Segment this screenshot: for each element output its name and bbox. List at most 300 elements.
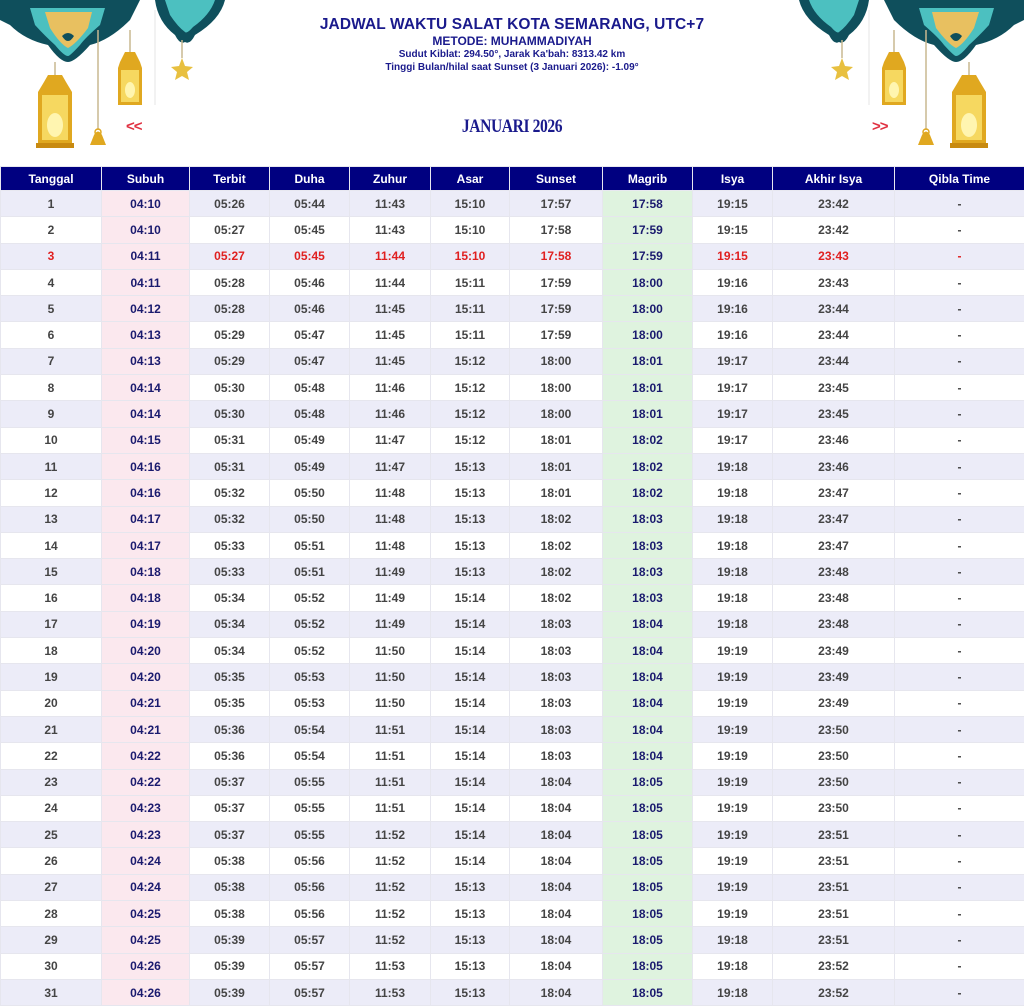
cell-zuhur: 11:49: [350, 611, 431, 637]
cell-duha: 05:52: [270, 611, 350, 637]
cell-subuh: 04:20: [102, 664, 190, 690]
cell-magrib: 18:03: [603, 585, 693, 611]
table-row: [1, 296, 1024, 322]
cell-akhir-isya: 23:47: [773, 532, 895, 558]
cell-isya: 19:19: [693, 901, 773, 927]
cell-tanggal: 1: [1, 191, 102, 217]
cell-akhir-isya: 23:51: [773, 848, 895, 874]
cell-qibla-time: -: [895, 769, 1024, 795]
cell-qibla-time: -: [895, 296, 1024, 322]
table-row: [1, 191, 1024, 217]
cell-asar: 15:14: [431, 716, 510, 742]
cell-isya: 19:18: [693, 953, 773, 979]
cell-subuh: 04:18: [102, 559, 190, 585]
cell-sunset: 18:00: [510, 401, 603, 427]
cell-isya: 19:19: [693, 743, 773, 769]
cell-akhir-isya: 23:44: [773, 348, 895, 374]
cell-subuh: 04:14: [102, 401, 190, 427]
cell-tanggal: 6: [1, 322, 102, 348]
cell-terbit: 05:35: [190, 664, 270, 690]
cell-magrib: 17:59: [603, 217, 693, 243]
cell-duha: 05:53: [270, 664, 350, 690]
table-row: [1, 532, 1024, 558]
cell-subuh: 04:24: [102, 848, 190, 874]
cell-magrib: 18:02: [603, 480, 693, 506]
cell-asar: 15:13: [431, 979, 510, 1005]
qibla-info: Sudut Kiblat: 294.50°, Jarak Ka'bah: 8313.42 km: [398, 49, 626, 60]
cell-subuh: 04:22: [102, 743, 190, 769]
cell-duha: 05:49: [270, 427, 350, 453]
cell-isya: 19:16: [693, 296, 773, 322]
cell-sunset: 18:04: [510, 953, 603, 979]
table-row: [1, 427, 1024, 453]
cell-zuhur: 11:45: [350, 296, 431, 322]
cell-tanggal: 27: [1, 874, 102, 900]
cell-asar: 15:14: [431, 795, 510, 821]
cell-zuhur: 11:51: [350, 769, 431, 795]
cell-asar: 15:12: [431, 375, 510, 401]
method-label: METODE: MUHAMMADIYAH: [432, 34, 592, 48]
cell-tanggal: 7: [1, 348, 102, 374]
cell-magrib: 18:04: [603, 690, 693, 716]
cell-subuh: 04:17: [102, 532, 190, 558]
cell-subuh: 04:13: [102, 348, 190, 374]
col-header-duha: Duha: [270, 167, 350, 191]
cell-isya: 19:19: [693, 769, 773, 795]
cell-tanggal: 5: [1, 296, 102, 322]
cell-sunset: 18:04: [510, 848, 603, 874]
cell-tanggal: 12: [1, 480, 102, 506]
cell-duha: 05:52: [270, 585, 350, 611]
cell-akhir-isya: 23:48: [773, 611, 895, 637]
cell-akhir-isya: 23:46: [773, 427, 895, 453]
cell-zuhur: 11:45: [350, 348, 431, 374]
cell-asar: 15:14: [431, 822, 510, 848]
cell-akhir-isya: 23:51: [773, 927, 895, 953]
cell-asar: 15:14: [431, 585, 510, 611]
next-month-button[interactable]: >>: [872, 118, 888, 135]
cell-terbit: 05:33: [190, 559, 270, 585]
table-row: [1, 375, 1024, 401]
cell-subuh: 04:19: [102, 611, 190, 637]
cell-zuhur: 11:46: [350, 401, 431, 427]
cell-asar: 15:10: [431, 191, 510, 217]
cell-isya: 19:17: [693, 427, 773, 453]
cell-terbit: 05:37: [190, 822, 270, 848]
cell-sunset: 18:04: [510, 979, 603, 1005]
cell-subuh: 04:25: [102, 927, 190, 953]
cell-tanggal: 19: [1, 664, 102, 690]
cell-asar: 15:14: [431, 664, 510, 690]
cell-terbit: 05:28: [190, 296, 270, 322]
cell-qibla-time: -: [895, 506, 1024, 532]
cell-magrib: 17:58: [603, 191, 693, 217]
hilal-info: Tinggi Bulan/hilal saat Sunset (3 Januari 2026): -1.09°: [385, 62, 639, 73]
cell-sunset: 18:04: [510, 927, 603, 953]
cell-tanggal: 18: [1, 638, 102, 664]
cell-akhir-isya: 23:48: [773, 559, 895, 585]
cell-subuh: 04:24: [102, 874, 190, 900]
cell-terbit: 05:38: [190, 901, 270, 927]
cell-asar: 15:12: [431, 401, 510, 427]
page-title: JADWAL WAKTU SALAT KOTA SEMARANG, UTC+7: [319, 16, 705, 33]
cell-terbit: 05:33: [190, 532, 270, 558]
cell-isya: 19:17: [693, 375, 773, 401]
cell-akhir-isya: 23:51: [773, 901, 895, 927]
cell-zuhur: 11:47: [350, 427, 431, 453]
cell-magrib: 18:03: [603, 532, 693, 558]
cell-magrib: 18:00: [603, 322, 693, 348]
cell-duha: 05:48: [270, 401, 350, 427]
cell-zuhur: 11:48: [350, 480, 431, 506]
table-row: [1, 269, 1024, 295]
cell-subuh: 04:26: [102, 979, 190, 1005]
cell-asar: 15:13: [431, 927, 510, 953]
cell-sunset: 18:03: [510, 638, 603, 664]
cell-isya: 19:15: [693, 243, 773, 269]
cell-zuhur: 11:53: [350, 953, 431, 979]
cell-duha: 05:56: [270, 901, 350, 927]
cell-subuh: 04:26: [102, 953, 190, 979]
cell-qibla-time: -: [895, 480, 1024, 506]
cell-isya: 19:19: [693, 638, 773, 664]
cell-terbit: 05:32: [190, 480, 270, 506]
cell-sunset: 18:03: [510, 743, 603, 769]
cell-sunset: 17:59: [510, 322, 603, 348]
cell-tanggal: 22: [1, 743, 102, 769]
cell-sunset: 17:58: [510, 217, 603, 243]
cell-magrib: 18:04: [603, 743, 693, 769]
cell-sunset: 17:59: [510, 296, 603, 322]
cell-zuhur: 11:50: [350, 690, 431, 716]
cell-sunset: 18:02: [510, 532, 603, 558]
cell-terbit: 05:34: [190, 611, 270, 637]
cell-magrib: 18:02: [603, 453, 693, 479]
cell-qibla-time: -: [895, 532, 1024, 558]
cell-akhir-isya: 23:50: [773, 795, 895, 821]
table-row: [1, 690, 1024, 716]
cell-qibla-time: -: [895, 901, 1024, 927]
cell-zuhur: 11:48: [350, 506, 431, 532]
table-row: [1, 743, 1024, 769]
table-header-row: [1, 167, 1024, 191]
table-row: [1, 453, 1024, 479]
cell-subuh: 04:23: [102, 795, 190, 821]
cell-duha: 05:55: [270, 795, 350, 821]
cell-terbit: 05:39: [190, 927, 270, 953]
table-row: [1, 217, 1024, 243]
table-row: [1, 480, 1024, 506]
cell-magrib: 18:04: [603, 664, 693, 690]
cell-isya: 19:19: [693, 690, 773, 716]
cell-tanggal: 2: [1, 217, 102, 243]
col-header-sunset: Sunset: [510, 167, 603, 191]
cell-qibla-time: -: [895, 743, 1024, 769]
cell-magrib: 18:04: [603, 611, 693, 637]
cell-qibla-time: -: [895, 874, 1024, 900]
cell-subuh: 04:23: [102, 822, 190, 848]
cell-akhir-isya: 23:50: [773, 769, 895, 795]
cell-terbit: 05:31: [190, 427, 270, 453]
cell-magrib: 18:05: [603, 795, 693, 821]
cell-sunset: 18:04: [510, 769, 603, 795]
title-block: [0, 16, 1024, 74]
page-header: [0, 0, 1024, 165]
cell-akhir-isya: 23:45: [773, 375, 895, 401]
cell-asar: 15:10: [431, 217, 510, 243]
cell-subuh: 04:21: [102, 716, 190, 742]
cell-subuh: 04:13: [102, 322, 190, 348]
cell-tanggal: 16: [1, 585, 102, 611]
cell-terbit: 05:34: [190, 585, 270, 611]
cell-terbit: 05:36: [190, 716, 270, 742]
cell-magrib: 18:02: [603, 427, 693, 453]
cell-zuhur: 11:52: [350, 822, 431, 848]
cell-magrib: 17:59: [603, 243, 693, 269]
cell-tanggal: 25: [1, 822, 102, 848]
cell-terbit: 05:34: [190, 638, 270, 664]
col-header-subuh: Subuh: [102, 167, 190, 191]
cell-subuh: 04:15: [102, 427, 190, 453]
cell-sunset: 18:00: [510, 375, 603, 401]
cell-asar: 15:13: [431, 506, 510, 532]
cell-zuhur: 11:52: [350, 927, 431, 953]
cell-qibla-time: -: [895, 795, 1024, 821]
month-title: JANUARI 2026: [461, 116, 563, 137]
cell-duha: 05:56: [270, 874, 350, 900]
cell-asar: 15:13: [431, 453, 510, 479]
prev-month-button[interactable]: <<: [126, 118, 142, 135]
cell-tanggal: 8: [1, 375, 102, 401]
cell-duha: 05:45: [270, 243, 350, 269]
cell-zuhur: 11:52: [350, 848, 431, 874]
cell-terbit: 05:30: [190, 375, 270, 401]
cell-subuh: 04:11: [102, 269, 190, 295]
prayer-times-table: [0, 166, 1024, 1006]
cell-magrib: 18:01: [603, 348, 693, 374]
cell-qibla-time: -: [895, 401, 1024, 427]
table-row: [1, 927, 1024, 953]
table-row: [1, 506, 1024, 532]
cell-akhir-isya: 23:52: [773, 953, 895, 979]
cell-akhir-isya: 23:43: [773, 269, 895, 295]
cell-zuhur: 11:51: [350, 743, 431, 769]
cell-terbit: 05:30: [190, 401, 270, 427]
cell-terbit: 05:35: [190, 690, 270, 716]
cell-zuhur: 11:50: [350, 664, 431, 690]
cell-akhir-isya: 23:43: [773, 243, 895, 269]
cell-isya: 19:18: [693, 611, 773, 637]
cell-subuh: 04:21: [102, 690, 190, 716]
col-header-magrib: Magrib: [603, 167, 693, 191]
cell-sunset: 18:03: [510, 716, 603, 742]
table-row: [1, 716, 1024, 742]
cell-zuhur: 11:52: [350, 901, 431, 927]
cell-sunset: 17:58: [510, 243, 603, 269]
cell-zuhur: 11:45: [350, 322, 431, 348]
cell-tanggal: 14: [1, 532, 102, 558]
cell-isya: 19:17: [693, 348, 773, 374]
cell-duha: 05:53: [270, 690, 350, 716]
cell-terbit: 05:37: [190, 769, 270, 795]
cell-akhir-isya: 23:49: [773, 664, 895, 690]
cell-akhir-isya: 23:44: [773, 296, 895, 322]
cell-asar: 15:13: [431, 874, 510, 900]
cell-subuh: 04:14: [102, 375, 190, 401]
cell-tanggal: 3: [1, 243, 102, 269]
cell-duha: 05:48: [270, 375, 350, 401]
cell-subuh: 04:25: [102, 901, 190, 927]
cell-magrib: 18:05: [603, 874, 693, 900]
cell-subuh: 04:20: [102, 638, 190, 664]
col-header-asar: Asar: [431, 167, 510, 191]
cell-sunset: 18:01: [510, 427, 603, 453]
cell-terbit: 05:39: [190, 953, 270, 979]
cell-asar: 15:13: [431, 532, 510, 558]
cell-akhir-isya: 23:46: [773, 453, 895, 479]
col-header-qibla-time: Qibla Time: [895, 167, 1024, 191]
cell-terbit: 05:28: [190, 269, 270, 295]
cell-zuhur: 11:44: [350, 269, 431, 295]
cell-isya: 19:19: [693, 822, 773, 848]
cell-duha: 05:57: [270, 927, 350, 953]
cell-isya: 19:15: [693, 191, 773, 217]
cell-isya: 19:19: [693, 848, 773, 874]
cell-tanggal: 9: [1, 401, 102, 427]
cell-asar: 15:13: [431, 953, 510, 979]
cell-duha: 05:57: [270, 979, 350, 1005]
table-row: [1, 401, 1024, 427]
cell-qibla-time: -: [895, 979, 1024, 1005]
cell-zuhur: 11:43: [350, 217, 431, 243]
cell-duha: 05:54: [270, 716, 350, 742]
cell-akhir-isya: 23:45: [773, 401, 895, 427]
cell-terbit: 05:38: [190, 874, 270, 900]
cell-akhir-isya: 23:51: [773, 822, 895, 848]
cell-subuh: 04:10: [102, 217, 190, 243]
cell-asar: 15:12: [431, 427, 510, 453]
cell-tanggal: 29: [1, 927, 102, 953]
cell-sunset: 18:03: [510, 611, 603, 637]
table-row: [1, 348, 1024, 374]
cell-zuhur: 11:51: [350, 716, 431, 742]
cell-akhir-isya: 23:42: [773, 217, 895, 243]
cell-akhir-isya: 23:49: [773, 690, 895, 716]
cell-asar: 15:13: [431, 901, 510, 927]
cell-isya: 19:19: [693, 874, 773, 900]
cell-duha: 05:51: [270, 532, 350, 558]
cell-magrib: 18:01: [603, 401, 693, 427]
cell-isya: 19:18: [693, 585, 773, 611]
cell-subuh: 04:11: [102, 243, 190, 269]
cell-qibla-time: -: [895, 559, 1024, 585]
cell-qibla-time: -: [895, 269, 1024, 295]
cell-duha: 05:55: [270, 822, 350, 848]
cell-qibla-time: -: [895, 716, 1024, 742]
cell-sunset: 18:04: [510, 795, 603, 821]
cell-sunset: 18:03: [510, 690, 603, 716]
cell-akhir-isya: 23:52: [773, 979, 895, 1005]
cell-isya: 19:18: [693, 927, 773, 953]
cell-isya: 19:17: [693, 401, 773, 427]
cell-magrib: 18:03: [603, 506, 693, 532]
cell-qibla-time: -: [895, 611, 1024, 637]
cell-zuhur: 11:50: [350, 638, 431, 664]
cell-qibla-time: -: [895, 322, 1024, 348]
cell-tanggal: 17: [1, 611, 102, 637]
table-row: [1, 585, 1024, 611]
cell-duha: 05:55: [270, 769, 350, 795]
cell-isya: 19:19: [693, 716, 773, 742]
cell-subuh: 04:22: [102, 769, 190, 795]
table-row: [1, 322, 1024, 348]
cell-isya: 19:16: [693, 322, 773, 348]
cell-magrib: 18:04: [603, 638, 693, 664]
cell-asar: 15:14: [431, 769, 510, 795]
cell-akhir-isya: 23:42: [773, 191, 895, 217]
cell-zuhur: 11:46: [350, 375, 431, 401]
cell-subuh: 04:18: [102, 585, 190, 611]
cell-magrib: 18:05: [603, 953, 693, 979]
cell-duha: 05:57: [270, 953, 350, 979]
cell-sunset: 18:01: [510, 453, 603, 479]
cell-tanggal: 21: [1, 716, 102, 742]
col-header-isya: Isya: [693, 167, 773, 191]
cell-tanggal: 26: [1, 848, 102, 874]
cell-sunset: 18:02: [510, 585, 603, 611]
table-row: [1, 559, 1024, 585]
cell-asar: 15:14: [431, 690, 510, 716]
cell-qibla-time: -: [895, 375, 1024, 401]
cell-akhir-isya: 23:44: [773, 322, 895, 348]
cell-duha: 05:54: [270, 743, 350, 769]
cell-qibla-time: -: [895, 217, 1024, 243]
cell-asar: 15:10: [431, 243, 510, 269]
cell-magrib: 18:05: [603, 927, 693, 953]
cell-asar: 15:12: [431, 348, 510, 374]
cell-subuh: 04:16: [102, 480, 190, 506]
cell-tanggal: 11: [1, 453, 102, 479]
cell-tanggal: 20: [1, 690, 102, 716]
cell-terbit: 05:32: [190, 506, 270, 532]
cell-isya: 19:18: [693, 506, 773, 532]
cell-isya: 19:16: [693, 269, 773, 295]
cell-isya: 19:18: [693, 979, 773, 1005]
cell-zuhur: 11:47: [350, 453, 431, 479]
cell-tanggal: 24: [1, 795, 102, 821]
cell-akhir-isya: 23:47: [773, 480, 895, 506]
cell-tanggal: 28: [1, 901, 102, 927]
cell-tanggal: 23: [1, 769, 102, 795]
cell-sunset: 17:59: [510, 269, 603, 295]
cell-qibla-time: -: [895, 427, 1024, 453]
cell-qibla-time: -: [895, 348, 1024, 374]
cell-akhir-isya: 23:48: [773, 585, 895, 611]
cell-zuhur: 11:44: [350, 243, 431, 269]
cell-isya: 19:15: [693, 217, 773, 243]
cell-qibla-time: -: [895, 953, 1024, 979]
cell-isya: 19:19: [693, 664, 773, 690]
cell-zuhur: 11:43: [350, 191, 431, 217]
cell-duha: 05:52: [270, 638, 350, 664]
cell-asar: 15:11: [431, 296, 510, 322]
cell-asar: 15:14: [431, 743, 510, 769]
cell-sunset: 17:57: [510, 191, 603, 217]
cell-isya: 19:18: [693, 480, 773, 506]
cell-duha: 05:46: [270, 269, 350, 295]
cell-sunset: 18:00: [510, 348, 603, 374]
cell-duha: 05:45: [270, 217, 350, 243]
